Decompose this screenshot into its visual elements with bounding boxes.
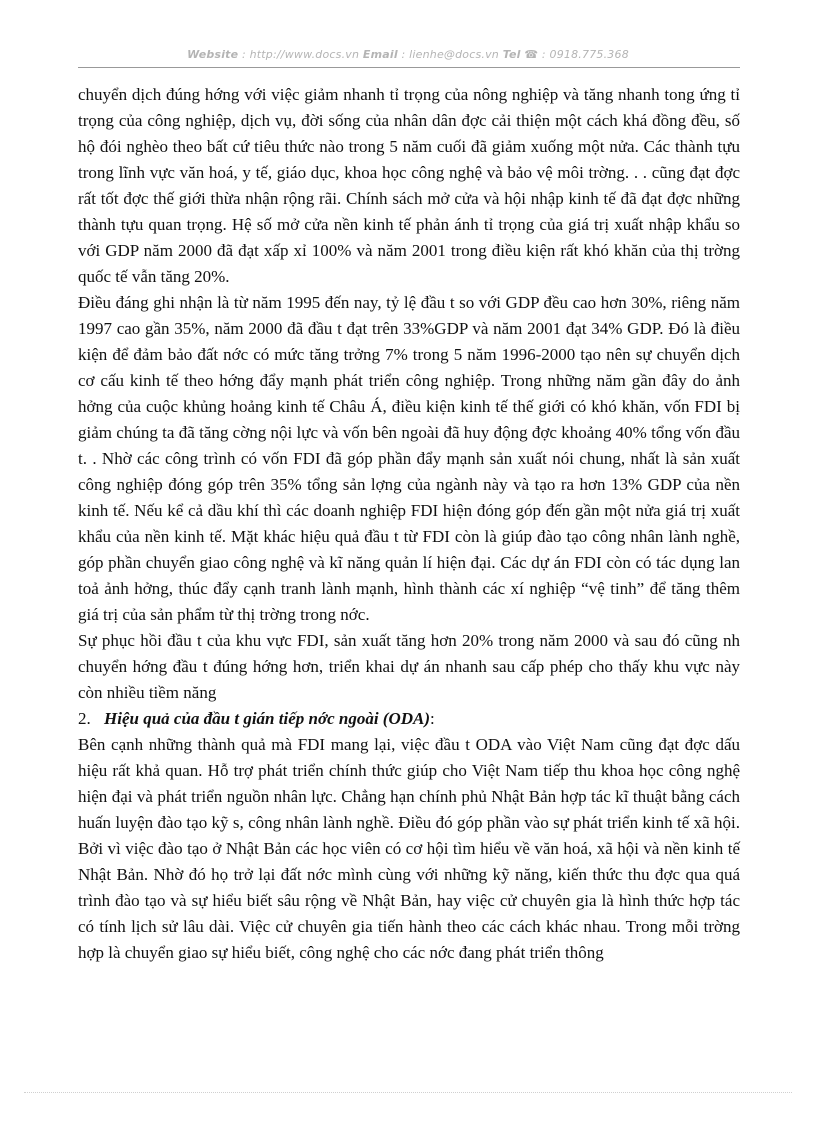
paragraph: Điều đáng ghi nhận là từ năm 1995 đến nay, tỷ lệ đầu t so với GDP đều cao hơn 30%, riêng năm 1997 cao gần 35%, năm 2000 đã đầu t đạt trên 33%GDP và năm 2001 đạt 34% GDP. Đó là điều kiện để đảm bảo đất nớc có mức tăng trởng 7% trong 5 năm 1996-2000 tạo nên sự chuyển dịch cơ cấu kinh tế theo hớng đẩy mạnh phát triển công nghiệp. Trong những năm gần đây do ảnh hởng của cuộc khủng hoảng kinh tế Châu Á, điều kiện kinh tế thế giới có khó khăn, vốn FDI bị giảm chúng ta đã tăng cờng nội lực và vốn bên ngoài đã huy động đợc khoảng 40% tổng vốn đầu t. . Nhờ các công trình có vốn FDI đã góp phần đẩy mạnh sản xuất nói chung, nhất là sản xuất công nghiệp đóng góp trên 35% tổng sản lợng của ngành này và tạo ra hơn 13% GDP của nền kinh tế. Nếu kể cả dầu khí thì các doanh nghiệp FDI hiện đóng góp đến gần một nửa giá trị xuất khẩu của nền kinh tế. Mặt khác hiệu quả đầu t từ FDI còn là giúp đào tạo công nhân lành nghề, góp phần chuyển giao công nghệ và kĩ năng quản lí hiện đại. Các dự án FDI còn có tác dụng lan toả ảnh hởng, thúc đẩy cạnh tranh lành mạnh, hình thành các xí nghiệp “vệ tinh” để tăng thêm giá trị của sản phẩm từ thị trờng trong nớc. [78,293,740,624]
section-number: 2. [78,709,91,728]
tel-label: Tel [502,48,521,61]
tel-value: ☎ : 0918.775.368 [524,48,629,61]
email-value[interactable]: : lienhe@docs.vn [401,48,499,61]
section-title: Hiệu quả của đầu t gián tiếp nớc ngoài (ODA) [104,709,431,728]
paragraph: Sự phục hồi đầu t của khu vực FDI, sản xuất tăng hơn 20% trong năm 2000 và sau đó cũng nh chuyển hớng đầu t đúng hớng hơn, triển khai dự án nhanh sau cấp phép cho thấy khu vực này còn nhiều tiềm năng [78,631,740,702]
website-label: Website [187,48,239,61]
document-body [78,82,740,966]
website-value[interactable]: : http://www.docs.vn [242,48,360,61]
paragraph: Bên cạnh những thành quả mà FDI mang lại, việc đầu t ODA vào Việt Nam cũng đạt đợc dấu hiệu rất khả quan. Hỗ trợ phát triển chính thức giúp cho Việt Nam tiếp thu khoa học công nghệ hiện đại và phát triển nguồn nhân lực. Chẳng hạn chính phủ Nhật Bản hợp tác kĩ thuật bằng cách huấn luyện đào tạo kỹ s, công nhân lành nghề. Điều đó góp phần vào sự phát triển kinh tế xã hội. Bởi vì việc đào tạo ở Nhật Bản các học viên có cơ hội tìm hiểu về văn hoá, xã hội và nền kinh tế Nhật Bản. Nhờ đó họ trở lại đất nớc mình cùng với những kỹ năng, kiến thức thu đợc qua quá trình đào tạo và sự hiểu biết sâu rộng về Nhật Bản, hay việc cử chuyên gia là hình thức hợp tác có tính lịch sử lâu dài. Việc cử chuyên gia tiến hành theo các cách khác nhau. Trong mỗi trờng hợp là chuyển giao sự hiểu biết, công nghệ cho các nớc đang phát triển thông [78,735,740,962]
footer-divider [24,1092,792,1093]
email-label: Email [362,48,398,61]
section-title-suffix: : [430,709,435,728]
section-heading [78,706,740,732]
paragraph: chuyển dịch đúng hớng với việc giảm nhanh tỉ trọng của nông nghiệp và tăng nhanh tong ứng tỉ trọng của công nghiệp, dịch vụ, đời sống của nhân dân đợc cải thiện một cách khá đồng đều, số hộ đói nghèo theo bất cứ tiêu thức nào trong 5 năm cuối đã giảm xuống một nửa. Các thành tựu trong lĩnh vực văn hoá, y tế, giáo dục, khoa học công nghệ và bảo vệ môi trờng. . . cũng đạt đợc rất tốt đợc thế giới thừa nhận rộng rãi. Chính sách mở cửa và hội nhập kinh tế đã đạt đợc những thành tựu quan trọng. Hệ số mở cửa nền kinh tế phản ánh tỉ trọng của giá trị xuất nhập khẩu so với GDP năm 2000 đã đạt xấp xỉ 100% và năm 2001 trong điều kiện rất khó khăn của thị trờng quốc tế vẫn tăng 20%. [78,85,740,286]
header-divider [78,67,740,68]
page-header [78,48,738,61]
